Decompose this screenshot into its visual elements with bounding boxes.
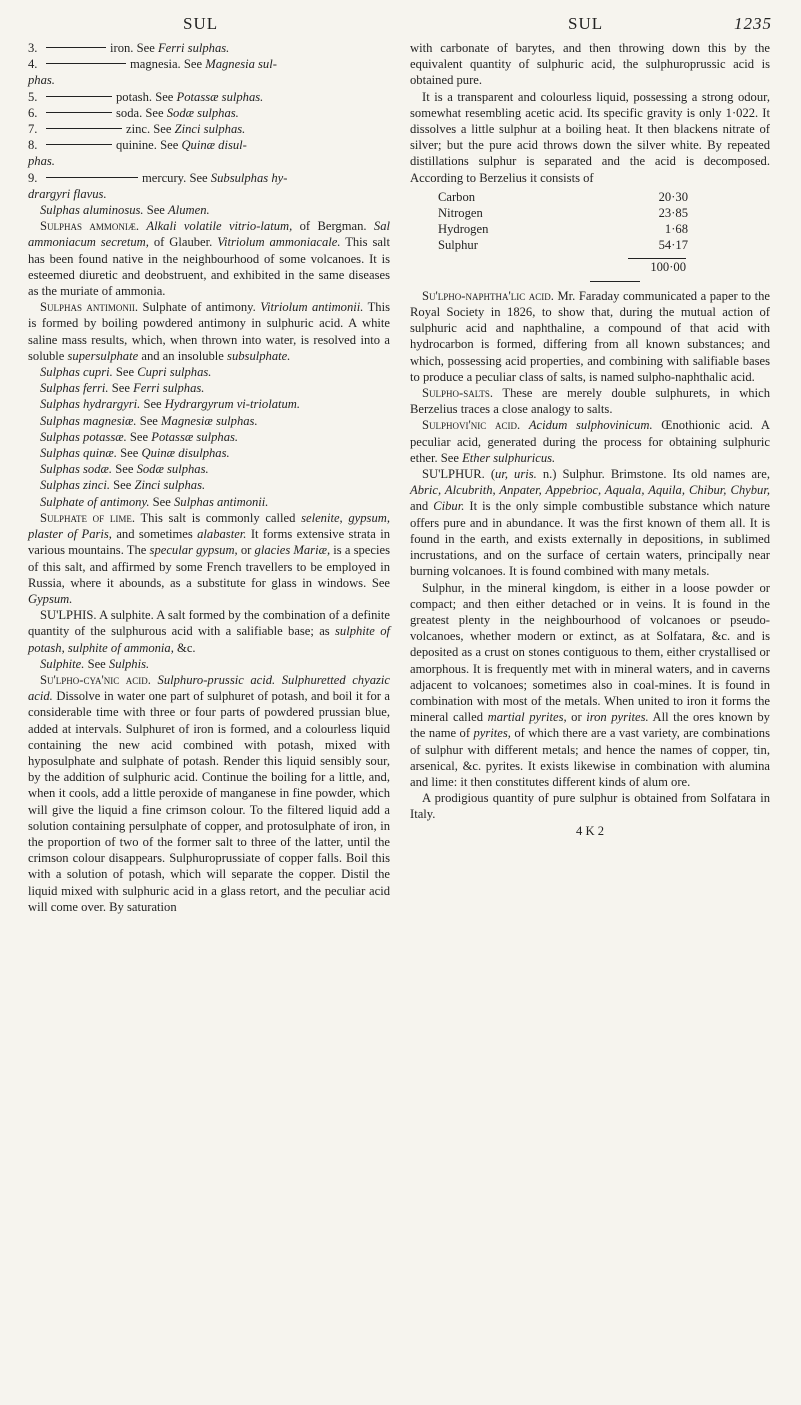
cross-reference: Sulphas zinci. See Zinci sulphas. — [40, 478, 206, 493]
composition-table — [438, 189, 688, 275]
cross-reference: Sulphas quinæ. See Quinæ disulphas. — [40, 446, 230, 461]
entry-paragraph: A prodigious quantity of pure sulphur is obtained from Solfatara in Italy. — [410, 791, 770, 822]
cross-reference: Sulphas potassæ. See Potassæ sulphas. — [40, 429, 239, 444]
list-item: 4. magnesia. See Magnesia sul- phas. — [28, 57, 277, 88]
list-item: 9. mercury. See Subsulphas hy- drargyri flavus. — [28, 170, 288, 201]
entry-sulphate-of-lime: Sulphate of lime. This salt is commonly called selenite, gypsum, plaster of Paris, and sometimes alabaster. It forms extensive strata in various mountains. The specular gypsum, or glacies Mariæ, is a species of this salt, and affirmed by some French travellers to be employed in Russia, where it abounds, as a substitute for glass in windows. See Gypsum. — [28, 510, 390, 606]
cross-reference: Sulphate of antimony. See Sulphas antimonii. — [40, 494, 269, 509]
left-column — [28, 40, 390, 915]
divider — [590, 281, 640, 282]
running-head-left: SUL — [183, 14, 219, 33]
entry-sulpho-cyanic-acid: Su'lpho-cya'nic acid. Sulphuro-prussic acid. Sulphuretted chyazic acid. Dissolve in water one part of sulphuret of potash, and boil it for a considerable time with three or four parts of powdered prussian blue, added at intervals. Sulphuret of iron is formed, and a colourless liquid containing the new acid combined with potash, mixed with hyposulphate and sulphate of potash. Render this liquid sensibly sour, by the addition of sulphuric acid. Continue the boiling for a little, and, when it cools, add a little peroxide of manganese in fine powder, which will give the liquid a fine crimson colour. To the filtered liquid add a solution containing persulphate of copper, and protosulphate of iron, in the proportion of two of the former salt to three of the latter, until the crimson colour disappears. Sulphuroprussiate of copper falls. Boil this with a solution of potash, which will separate the copper. Distil the liquid mixed with sulphuric acid in a glass retort, and the peculiar acid will come over. By saturation — [28, 672, 390, 914]
cross-reference: Sulphas ferri. See Ferri sulphas. — [40, 381, 205, 396]
list-item: 5. potash. See Potassæ sulphas. — [28, 89, 264, 104]
cross-reference: Sulphas magnesiæ. See Magnesiæ sulphas. — [40, 413, 258, 428]
entry-sulphas-antimonii: Sulphas antimonii. Sulphate of antimony. Vitriolum antimonii. This is formed by boiling powdered antimony in sulphuric acid. A white saline mass results, which, when thrown into water, is resolved into a soluble supersulphate and an insoluble subsulphate. — [28, 300, 391, 363]
table-row: Hydrogen 1·68 — [438, 222, 688, 237]
page-header — [0, 14, 801, 38]
list-item: 3. iron. See Ferri sulphas. — [28, 41, 230, 55]
entry-sulphis: SU'LPHIS. A sulphite. A salt formed by the combination of a definite quantity of the sulphurous acid with a salifiable base; as sulphite of potash, sulphite of ammonia, &c. — [28, 608, 391, 655]
entry-sulpho-salts: Sulpho-salts. These are merely double sulphurets, in which Berzelius traces a close analogy to salts. — [410, 386, 770, 417]
signature-mark: 4 K 2 — [576, 823, 604, 838]
composition-total: 100·00 — [628, 258, 686, 275]
entry-sulphas-aluminosus: Sulphas aluminosus. See Alumen. — [40, 203, 210, 218]
entry-continuation: with carbonate of barytes, and then throwing down this by the equivalent quantity of sulphuric acid, the sulphuroprussic acid is obtained pure. — [410, 41, 770, 88]
running-head-right: SUL — [568, 14, 604, 33]
table-row: Sulphur 54·17 — [438, 238, 688, 253]
entry-sulphovinic-acid: Sulphovi'nic acid. Acidum sulphovinicum. Œnothionic acid. A peculiar acid, generated during the process for obtaining sulphuric ether. See Ether sulphuricus. — [410, 418, 770, 465]
entry-paragraph: Sulphur, in the mineral kingdom, is either in a loose powder or compact; and then either detached or in veins. It is found in the greatest plenty in the neighbourhood of volcanoes or pseudo-volcanoes, whether modern or extinct, as at Solfatara, &c. and is deposited as a crust on stones contiguous to them, either crystallised or amorphous. It is frequently met with in mineral waters, and in caverns adjacent to volcanoes; sometimes also in coal-mines. It is found in combination with most of the metals. When united to iron it forms the mineral called martial pyrites, or iron pyrites. All the ores known by the name of pyrites, of which there are a vast variety, are combinations of sulphur with different metals; and hence the names of copper, tin, arsenical, &c. pyrites. It exists likewise in combination with alumina and lime: it then constitutes different kinds of alum ore. — [410, 580, 770, 789]
cross-reference: Sulphas cupri. See Cupri sulphas. — [40, 365, 212, 380]
list-item: 8. quinine. See Quinæ disul- phas. — [28, 138, 247, 169]
table-row: Nitrogen 23·85 — [438, 206, 688, 221]
cross-reference: Sulphas sodæ. See Sodæ sulphas. — [40, 462, 209, 477]
entry-sulphur: SU'LPHUR. (ur, uris. n.) Sulphur. Brimstone. Its old names are, Abric, Alcubrith, Anpater, Appebrioc, Aquala, Aquila, Chibur, Chybur, and Cibur. It is the only simple combustible substance which nature offers pure and in abundance. It was the first known of them all. It is found in the earth, and exists externally in depositions, in sublimed incrustations, and on the surface of certain waters, principally near burning volcanoes. It is found combined with many metals. — [410, 467, 770, 579]
table-row: Carbon 20·30 — [438, 189, 688, 204]
entry-sulpho-naphthalic-acid: Su'lpho-naphtha'lic acid. Mr. Faraday communicated a paper to the Royal Society in 1826, to show that, during the mutual action of sulphuric acid and naphthaline, a compound of that acid with hydrocarbon is formed, differing from all known substances; and which, possessing acid properties, and combining with salifiable bases to produce a peculiar class of salts, is named sulpho-naphthalic acid. — [410, 288, 770, 384]
page-number: 1235 — [734, 14, 772, 33]
list-item: 7. zinc. See Zinci sulphas. — [28, 122, 246, 137]
list-item: 6. soda. See Sodæ sulphas. — [28, 105, 239, 120]
cross-reference: Sulphas hydrargyri. See Hydrargyrum vi-triolatum. — [40, 397, 301, 412]
right-column — [410, 40, 770, 839]
entry-sulphas-ammoniae: Sulphas ammoniæ. Alkali volatile vitrio-latum, of Bergman. Sal ammoniacum secretum, of Glauber. Vitriolum ammoniacale. This salt has been found native in the neighbourhood of some volcanoes. It is esteemed diuretic and deobstruent, and exhibited in the same diseases as the muriate of ammonia. — [28, 219, 391, 299]
entry-paragraph: It is a transparent and colourless liquid, possessing a strong odour, somewhat resembling acetic acid. Its specific gravity is only 1·022. It dissolves a little sulphur at a boiling heat. It then blackens nitrate of silver; but the pure acid throws down the silver white. By repeated distillations sulphur is separated and the acid is decomposed. According to Berzelius it consists of — [410, 89, 770, 185]
entry-sulphite: Sulphite. See Sulphis. — [40, 656, 150, 671]
